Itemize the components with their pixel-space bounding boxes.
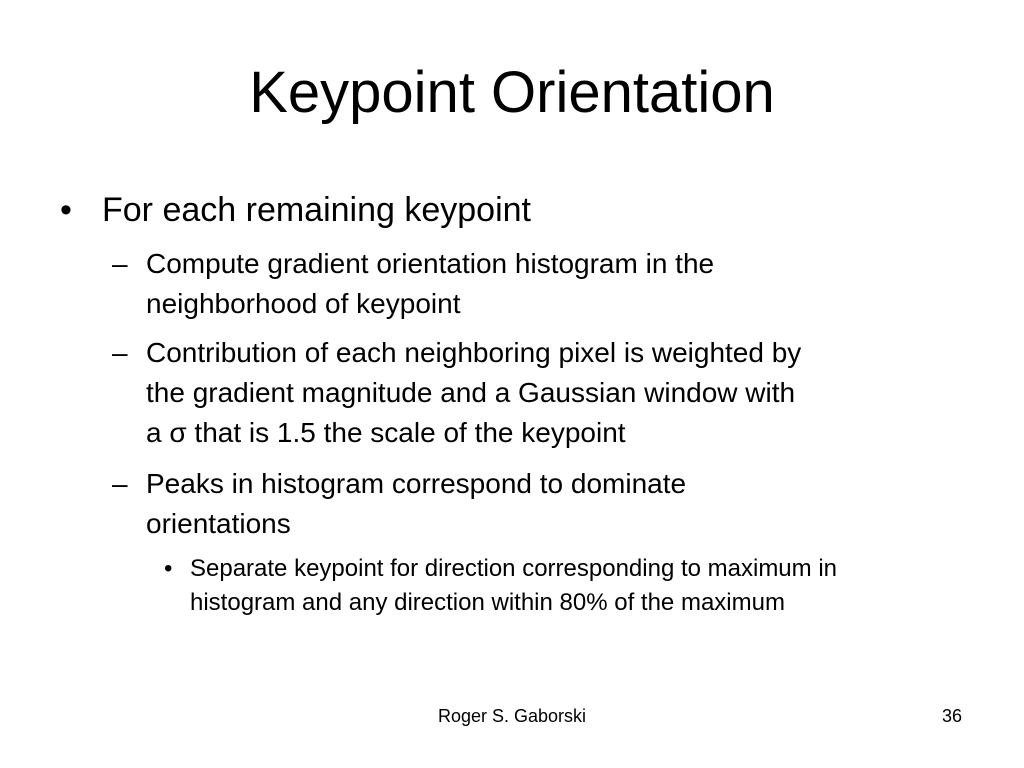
text-line: Peaks in histogram correspond to dominate: [146, 468, 687, 499]
text-line: Separate keypoint for direction corresponding to maximum in: [190, 555, 837, 582]
footer-author: Roger S. Gaborski: [437, 706, 587, 726]
sub-sub-bullet-dot: •: [164, 555, 173, 582]
sub-bullet-dash: –: [112, 248, 128, 279]
bullet-dot: •: [60, 191, 72, 229]
sub-bullet-text: [146, 333, 966, 453]
text-line: neighborhood of keypoint: [146, 288, 461, 319]
sub-bullet-text: [146, 244, 966, 324]
sub-bullet-dash: –: [112, 337, 128, 368]
sub-bullet-text: [146, 464, 966, 544]
sub-sub-bullet-text: [190, 552, 837, 620]
text-line: the gradient magnitude and a Gaussian window with: [146, 377, 796, 408]
text-line: a σ that is 1.5 the scale of the keypoint: [146, 417, 626, 448]
sub-bullet-dash: –: [112, 468, 128, 499]
text-line: histogram and any direction within 80% of the maximum: [190, 589, 785, 616]
text-line: Contribution of each neighboring pixel is weighted by: [146, 337, 802, 368]
page-number: 36: [941, 706, 962, 726]
bullet-text: For each remaining keypoint: [102, 191, 532, 229]
text-line: orientations: [146, 508, 291, 539]
slide-title: Keypoint Orientation: [249, 60, 775, 125]
text-line: Compute gradient orientation histogram in the: [146, 248, 715, 279]
